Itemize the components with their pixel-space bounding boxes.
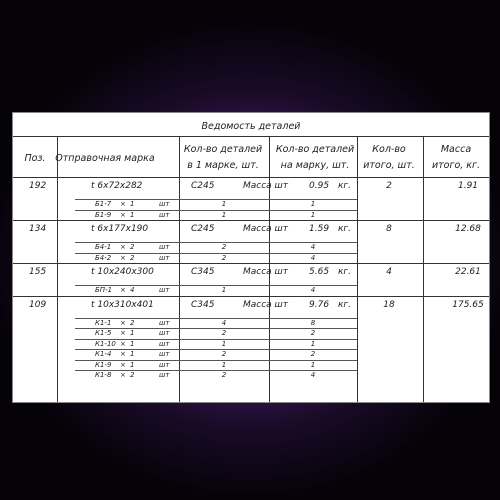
sub-row-per-mark: 4 (221, 318, 227, 327)
sub-row-unit: шт (159, 339, 170, 348)
sub-row-count: 2 (130, 243, 135, 251)
profile-spec: t 10x310x401 (91, 299, 154, 310)
sub-row-unit: шт (159, 210, 170, 219)
sub-row-mark: К1-9 (95, 360, 112, 369)
unit-mass-value: 1.59 (309, 224, 330, 234)
sub-row-unit: шт (159, 243, 170, 251)
unit-mass-value: 5.65 (309, 267, 330, 277)
steel-grade: С345 (191, 299, 215, 310)
unit-mass-value: 0.95 (309, 181, 330, 191)
sub-row-unit: шт (159, 318, 170, 327)
position-number: 134 (29, 224, 47, 234)
position-number: 109 (29, 299, 47, 310)
header-mark: Отправочная марка (55, 153, 155, 164)
sub-row-mark: К1-10 (95, 339, 116, 348)
sub-row-per-mark: 2 (221, 329, 227, 337)
sub-row-times: × (120, 318, 126, 327)
sub-row-per-mark: 2 (221, 243, 227, 251)
sub-row-on-mark: 2 (310, 350, 316, 358)
sub-row-per-mark: 2 (221, 350, 227, 358)
sub-row-count: 1 (130, 360, 135, 369)
sub-row-times: × (120, 360, 126, 369)
sub-row-on-mark: 1 (310, 339, 316, 348)
group-divider (13, 220, 489, 221)
sub-row-mark: БП-1 (95, 286, 113, 294)
sub-row-times: × (120, 243, 126, 251)
sub-row-count: 4 (130, 286, 135, 294)
sub-row-per-mark: 1 (221, 286, 227, 294)
sub-row-mark: К1-5 (95, 329, 112, 337)
sub-row-mark: К1-1 (95, 318, 112, 327)
sub-row-mark: К1-4 (95, 350, 112, 358)
total-quantity: 4 (386, 267, 392, 277)
col-line-4 (357, 136, 358, 402)
sub-row-per-mark: 1 (221, 360, 227, 369)
sub-row-on-mark: 4 (310, 286, 316, 294)
sub-row-times: × (120, 329, 126, 337)
sub-row-on-mark: 4 (310, 243, 316, 251)
sub-row-unit: шт (159, 286, 170, 294)
sub-row-on-mark: 8 (310, 318, 316, 327)
sub-row-count: 1 (130, 200, 135, 208)
col-line-2 (179, 136, 180, 402)
sub-row-count: 1 (130, 210, 135, 219)
group-divider (13, 296, 489, 297)
sheet-title: Ведомость деталей (201, 121, 301, 132)
sub-row-mark: К1-8 (95, 371, 112, 379)
header-on-mark-1: Кол-во деталей (275, 144, 355, 155)
sub-row-unit: шт (159, 329, 170, 337)
sub-row-on-mark: 4 (310, 253, 316, 262)
unit-mass-kg: кг. (338, 267, 352, 277)
sub-row-on-mark: 4 (310, 371, 316, 379)
sub-row-on-mark: 2 (310, 329, 316, 337)
sub-row-count: 1 (130, 329, 135, 337)
total-mass: 12.68 (455, 224, 481, 234)
group-divider (13, 263, 489, 264)
sub-row-count: 1 (130, 339, 135, 348)
position-number: 155 (29, 267, 47, 277)
header-divider (13, 177, 489, 178)
sub-row-per-mark: 1 (221, 200, 227, 208)
sub-row-unit: шт (159, 253, 170, 262)
sub-row-times: × (120, 371, 126, 379)
total-mass: 175.65 (452, 299, 484, 310)
unit-mass-label: Масса шт (243, 224, 289, 234)
total-quantity: 2 (386, 181, 392, 191)
total-mass: 1.91 (457, 181, 479, 191)
steel-grade: С345 (191, 267, 215, 277)
total-mass: 22.61 (455, 267, 481, 277)
header-total-1: Кол-во (372, 144, 406, 155)
header-total-2: итого, шт. (363, 160, 415, 171)
sub-row-times: × (120, 350, 126, 358)
sub-row-per-mark: 1 (221, 210, 227, 219)
sub-row-on-mark: 1 (310, 200, 316, 208)
unit-mass-kg: кг. (338, 224, 352, 234)
sub-row-per-mark: 2 (221, 253, 227, 262)
title-divider (13, 136, 489, 137)
sub-row-on-mark: 1 (310, 210, 316, 219)
profile-spec: t 6x72x282 (91, 181, 143, 191)
sub-row-count: 1 (130, 350, 135, 358)
sub-row-count: 2 (130, 253, 135, 262)
unit-mass-kg: кг. (338, 299, 352, 310)
sub-row-mark: Б4-2 (95, 253, 112, 262)
sub-row-count: 2 (130, 318, 135, 327)
sub-row-unit: шт (159, 350, 170, 358)
sub-row-times: × (120, 200, 126, 208)
header-mass-2: итого, кг. (431, 160, 481, 171)
sub-row-times: × (120, 210, 126, 219)
unit-mass-label: Масса шт (243, 299, 289, 310)
unit-mass-value: 9.76 (309, 299, 330, 310)
sub-row-times: × (120, 253, 126, 262)
header-per-mark-2: в 1 марке, шт. (187, 160, 259, 171)
total-quantity: 18 (383, 299, 395, 310)
sub-row-times: × (120, 286, 126, 294)
steel-grade: С245 (191, 181, 215, 191)
unit-mass-label: Масса шт (243, 181, 289, 191)
sub-row-times: × (120, 339, 126, 348)
sub-row-mark: Б1-7 (95, 200, 112, 208)
col-line-1 (57, 136, 58, 402)
sub-row-on-mark: 1 (310, 360, 316, 369)
total-quantity: 8 (386, 224, 392, 234)
sub-row-unit: шт (159, 360, 170, 369)
header-mass-1: Масса (440, 144, 472, 155)
sub-row-unit: шт (159, 200, 170, 208)
unit-mass-kg: кг. (338, 181, 352, 191)
sub-row-per-mark: 2 (221, 371, 227, 379)
sub-row-per-mark: 1 (221, 339, 227, 348)
position-number: 192 (29, 181, 47, 191)
sub-row-unit: шт (159, 371, 170, 379)
sub-row-count: 2 (130, 371, 135, 379)
header-per-mark-1: Кол-во деталей (183, 144, 263, 155)
col-line-5 (423, 136, 424, 402)
profile-spec: t 6x177x190 (91, 224, 149, 234)
sub-row-mark: Б4-1 (95, 243, 112, 251)
steel-grade: С245 (191, 224, 215, 234)
sub-row-mark: Б1-9 (95, 210, 112, 219)
profile-spec: t 10x240x300 (91, 267, 154, 277)
header-on-mark-2: на марку, шт. (280, 160, 350, 171)
parts-schedule-sheet (12, 112, 490, 403)
unit-mass-label: Масса шт (243, 267, 289, 277)
header-pos: Поз. (24, 153, 46, 164)
